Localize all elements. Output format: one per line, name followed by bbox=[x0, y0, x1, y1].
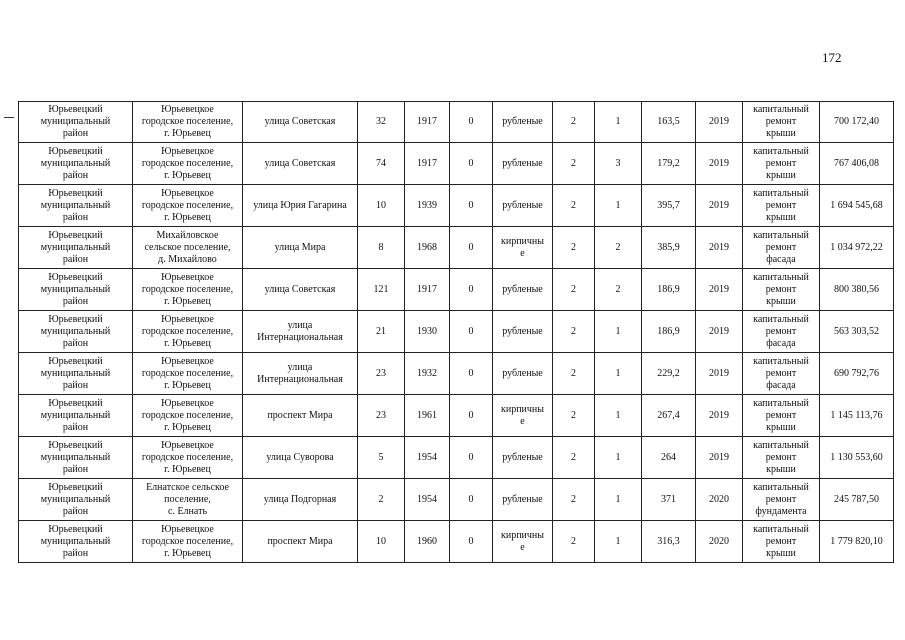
work-type-cell: капитальный ремонт фасада bbox=[743, 227, 820, 269]
street-cell: улица Интернациональная bbox=[243, 311, 358, 353]
cost-cell: 767 406,08 bbox=[820, 143, 894, 185]
plan-year-cell: 2019 bbox=[696, 437, 743, 479]
street-cell: улица Юрия Гагарина bbox=[243, 185, 358, 227]
table-row bbox=[19, 269, 894, 311]
district-cell: Юрьевецкий муниципальный район bbox=[19, 143, 133, 185]
work-type-cell: капитальный ремонт фундамента bbox=[743, 479, 820, 521]
wall-material-cell: рубленые bbox=[493, 353, 553, 395]
street-cell: улица Интернациональная bbox=[243, 353, 358, 395]
plan-year-cell: 2019 bbox=[696, 269, 743, 311]
cost-cell: 1 145 113,76 bbox=[820, 395, 894, 437]
house-number-cell: 74 bbox=[358, 143, 405, 185]
table-row bbox=[19, 353, 894, 395]
district-cell: Юрьевецкий муниципальный район bbox=[19, 227, 133, 269]
entrances-cell: 2 bbox=[595, 227, 642, 269]
floors-cell: 2 bbox=[553, 227, 595, 269]
work-type-cell: капитальный ремонт крыши bbox=[743, 102, 820, 143]
year-built-cell: 1917 bbox=[405, 143, 450, 185]
floors-cell: 2 bbox=[553, 395, 595, 437]
table-row bbox=[19, 395, 894, 437]
margin-mark bbox=[4, 117, 14, 118]
area-cell: 385,9 bbox=[642, 227, 696, 269]
plan-year-cell: 2019 bbox=[696, 185, 743, 227]
plan-year-cell: 2019 bbox=[696, 102, 743, 143]
year-built-cell: 1917 bbox=[405, 102, 450, 143]
table-row bbox=[19, 143, 894, 185]
year-commissioned-cell: 0 bbox=[450, 102, 493, 143]
plan-year-cell: 2019 bbox=[696, 227, 743, 269]
year-built-cell: 1968 bbox=[405, 227, 450, 269]
cost-cell: 1 130 553,60 bbox=[820, 437, 894, 479]
table-row bbox=[19, 311, 894, 353]
area-cell: 267,4 bbox=[642, 395, 696, 437]
wall-material-cell: кирпичны е bbox=[493, 227, 553, 269]
cost-cell: 1 694 545,68 bbox=[820, 185, 894, 227]
year-commissioned-cell: 0 bbox=[450, 353, 493, 395]
settlement-cell: Михайловское сельское поселение, д. Михайлово bbox=[133, 227, 243, 269]
street-cell: улица Подгорная bbox=[243, 479, 358, 521]
cost-cell: 700 172,40 bbox=[820, 102, 894, 143]
district-cell: Юрьевецкий муниципальный район bbox=[19, 395, 133, 437]
cost-cell: 245 787,50 bbox=[820, 479, 894, 521]
year-commissioned-cell: 0 bbox=[450, 437, 493, 479]
plan-year-cell: 2019 bbox=[696, 311, 743, 353]
settlement-cell: Юрьевецкое городское поселение, г. Юрьевец bbox=[133, 102, 243, 143]
entrances-cell: 1 bbox=[595, 437, 642, 479]
house-number-cell: 2 bbox=[358, 479, 405, 521]
settlement-cell: Юрьевецкое городское поселение, г. Юрьевец bbox=[133, 269, 243, 311]
district-cell: Юрьевецкий муниципальный район bbox=[19, 479, 133, 521]
table-row bbox=[19, 437, 894, 479]
table-row bbox=[19, 227, 894, 269]
street-cell: улица Мира bbox=[243, 227, 358, 269]
entrances-cell: 1 bbox=[595, 395, 642, 437]
floors-cell: 2 bbox=[553, 437, 595, 479]
cost-cell: 563 303,52 bbox=[820, 311, 894, 353]
work-type-cell: капитальный ремонт крыши bbox=[743, 143, 820, 185]
year-built-cell: 1930 bbox=[405, 311, 450, 353]
work-type-cell: капитальный ремонт крыши bbox=[743, 269, 820, 311]
plan-year-cell: 2020 bbox=[696, 479, 743, 521]
entrances-cell: 1 bbox=[595, 353, 642, 395]
area-cell: 179,2 bbox=[642, 143, 696, 185]
house-number-cell: 5 bbox=[358, 437, 405, 479]
year-commissioned-cell: 0 bbox=[450, 521, 493, 563]
house-number-cell: 10 bbox=[358, 521, 405, 563]
table-row bbox=[19, 521, 894, 563]
year-commissioned-cell: 0 bbox=[450, 479, 493, 521]
settlement-cell: Юрьевецкое городское поселение, г. Юрьевец bbox=[133, 521, 243, 563]
page-number: 172 bbox=[822, 50, 842, 65]
wall-material-cell: рубленые bbox=[493, 102, 553, 143]
settlement-cell: Юрьевецкое городское поселение, г. Юрьевец bbox=[133, 311, 243, 353]
cost-cell: 800 380,56 bbox=[820, 269, 894, 311]
wall-material-cell: рубленые bbox=[493, 311, 553, 353]
cost-cell: 1 034 972,22 bbox=[820, 227, 894, 269]
plan-year-cell: 2019 bbox=[696, 395, 743, 437]
floors-cell: 2 bbox=[553, 521, 595, 563]
area-cell: 395,7 bbox=[642, 185, 696, 227]
year-commissioned-cell: 0 bbox=[450, 395, 493, 437]
floors-cell: 2 bbox=[553, 353, 595, 395]
street-cell: улица Советская bbox=[243, 102, 358, 143]
district-cell: Юрьевецкий муниципальный район bbox=[19, 102, 133, 143]
street-cell: проспект Мира bbox=[243, 395, 358, 437]
year-commissioned-cell: 0 bbox=[450, 143, 493, 185]
settlement-cell: Юрьевецкое городское поселение, г. Юрьевец bbox=[133, 437, 243, 479]
entrances-cell: 3 bbox=[595, 143, 642, 185]
plan-year-cell: 2020 bbox=[696, 521, 743, 563]
street-cell: проспект Мира bbox=[243, 521, 358, 563]
table-row bbox=[19, 479, 894, 521]
house-number-cell: 23 bbox=[358, 395, 405, 437]
area-cell: 229,2 bbox=[642, 353, 696, 395]
plan-year-cell: 2019 bbox=[696, 143, 743, 185]
floors-cell: 2 bbox=[553, 185, 595, 227]
work-type-cell: капитальный ремонт крыши bbox=[743, 185, 820, 227]
district-cell: Юрьевецкий муниципальный район bbox=[19, 311, 133, 353]
district-cell: Юрьевецкий муниципальный район bbox=[19, 437, 133, 479]
cost-cell: 690 792,76 bbox=[820, 353, 894, 395]
floors-cell: 2 bbox=[553, 269, 595, 311]
district-cell: Юрьевецкий муниципальный район bbox=[19, 353, 133, 395]
wall-material-cell: рубленые bbox=[493, 185, 553, 227]
street-cell: улица Советская bbox=[243, 269, 358, 311]
house-number-cell: 21 bbox=[358, 311, 405, 353]
house-number-cell: 8 bbox=[358, 227, 405, 269]
settlement-cell: Юрьевецкое городское поселение, г. Юрьевец bbox=[133, 185, 243, 227]
area-cell: 186,9 bbox=[642, 269, 696, 311]
floors-cell: 2 bbox=[553, 311, 595, 353]
work-type-cell: капитальный ремонт фасада bbox=[743, 311, 820, 353]
district-cell: Юрьевецкий муниципальный район bbox=[19, 269, 133, 311]
cost-cell: 1 779 820,10 bbox=[820, 521, 894, 563]
house-number-cell: 23 bbox=[358, 353, 405, 395]
year-built-cell: 1932 bbox=[405, 353, 450, 395]
entrances-cell: 2 bbox=[595, 269, 642, 311]
settlement-cell: Юрьевецкое городское поселение, г. Юрьевец bbox=[133, 143, 243, 185]
year-commissioned-cell: 0 bbox=[450, 185, 493, 227]
area-cell: 371 bbox=[642, 479, 696, 521]
house-number-cell: 32 bbox=[358, 102, 405, 143]
wall-material-cell: рубленые bbox=[493, 143, 553, 185]
table-row bbox=[19, 185, 894, 227]
plan-year-cell: 2019 bbox=[696, 353, 743, 395]
street-cell: улица Советская bbox=[243, 143, 358, 185]
year-built-cell: 1954 bbox=[405, 479, 450, 521]
house-number-cell: 121 bbox=[358, 269, 405, 311]
wall-material-cell: рубленые bbox=[493, 479, 553, 521]
work-type-cell: капитальный ремонт крыши bbox=[743, 395, 820, 437]
entrances-cell: 1 bbox=[595, 102, 642, 143]
wall-material-cell: рубленые bbox=[493, 269, 553, 311]
entrances-cell: 1 bbox=[595, 185, 642, 227]
wall-material-cell: рубленые bbox=[493, 437, 553, 479]
year-built-cell: 1917 bbox=[405, 269, 450, 311]
district-cell: Юрьевецкий муниципальный район bbox=[19, 521, 133, 563]
year-built-cell: 1939 bbox=[405, 185, 450, 227]
area-cell: 186,9 bbox=[642, 311, 696, 353]
area-cell: 316,3 bbox=[642, 521, 696, 563]
floors-cell: 2 bbox=[553, 143, 595, 185]
settlement-cell: Елнатское сельское поселение, с. Елнать bbox=[133, 479, 243, 521]
year-commissioned-cell: 0 bbox=[450, 227, 493, 269]
street-cell: улица Суворова bbox=[243, 437, 358, 479]
table-body bbox=[19, 102, 894, 563]
year-built-cell: 1961 bbox=[405, 395, 450, 437]
work-type-cell: капитальный ремонт крыши bbox=[743, 437, 820, 479]
wall-material-cell: кирпичны е bbox=[493, 395, 553, 437]
district-cell: Юрьевецкий муниципальный район bbox=[19, 185, 133, 227]
area-cell: 163,5 bbox=[642, 102, 696, 143]
wall-material-cell: кирпичны е bbox=[493, 521, 553, 563]
year-built-cell: 1960 bbox=[405, 521, 450, 563]
year-commissioned-cell: 0 bbox=[450, 311, 493, 353]
house-number-cell: 10 bbox=[358, 185, 405, 227]
entrances-cell: 1 bbox=[595, 311, 642, 353]
area-cell: 264 bbox=[642, 437, 696, 479]
floors-cell: 2 bbox=[553, 102, 595, 143]
entrances-cell: 1 bbox=[595, 479, 642, 521]
entrances-cell: 1 bbox=[595, 521, 642, 563]
work-type-cell: капитальный ремонт крыши bbox=[743, 521, 820, 563]
work-type-cell: капитальный ремонт фасада bbox=[743, 353, 820, 395]
floors-cell: 2 bbox=[553, 479, 595, 521]
year-built-cell: 1954 bbox=[405, 437, 450, 479]
settlement-cell: Юрьевецкое городское поселение, г. Юрьевец bbox=[133, 353, 243, 395]
year-commissioned-cell: 0 bbox=[450, 269, 493, 311]
settlement-cell: Юрьевецкое городское поселение, г. Юрьевец bbox=[133, 395, 243, 437]
table-row bbox=[19, 102, 894, 143]
housing-repair-table bbox=[18, 101, 894, 563]
